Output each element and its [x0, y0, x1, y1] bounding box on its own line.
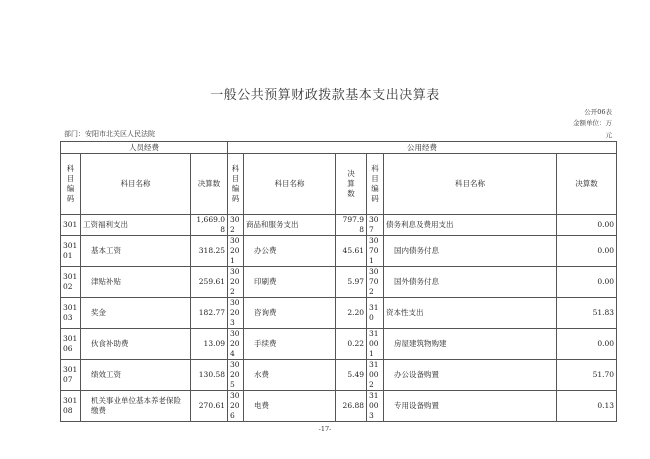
- code-cell: 30102: [61, 267, 81, 298]
- code-cell: 31001: [367, 329, 384, 360]
- amount-cell: 0.00: [557, 215, 617, 236]
- header-amount-1: 决算数: [191, 154, 228, 215]
- page-number: -17-: [318, 425, 332, 433]
- code-cell: 31002: [367, 360, 384, 391]
- name-cell: 机关事业单位基本养老保险缴费: [81, 391, 191, 422]
- group-personnel: 人员经费: [61, 142, 228, 154]
- name-cell: 债务利息及费用支出: [384, 215, 557, 236]
- header-code-1: 科目编码: [61, 154, 81, 215]
- name-cell: 水费: [244, 360, 336, 391]
- amount-cell: 0.22: [336, 329, 367, 360]
- code-cell: 30203: [228, 298, 244, 329]
- name-cell: 手续费: [244, 329, 336, 360]
- department-label: 部门：安阳市北关区人民法院: [64, 130, 155, 138]
- name-cell: 伙食补助费: [81, 329, 191, 360]
- amount-cell: 318.25: [191, 236, 228, 267]
- name-cell: 工资福利支出: [81, 215, 191, 236]
- amount-cell: 13.09: [191, 329, 228, 360]
- header-amount-3: 决算数: [557, 154, 617, 215]
- code-cell: 302: [228, 215, 244, 236]
- amount-cell: 182.77: [191, 298, 228, 329]
- header-code-3: 科目编码: [367, 154, 384, 215]
- amount-cell: 270.61: [191, 391, 228, 422]
- amount-cell: 26.88: [336, 391, 367, 422]
- code-cell: 310: [367, 298, 384, 329]
- table-row: [61, 267, 617, 298]
- name-cell: 基本工资: [81, 236, 191, 267]
- amount-unit-label: 金额单位：万: [573, 119, 612, 127]
- name-cell: 商品和服务支出: [244, 215, 336, 236]
- name-cell: 办公设备购置: [384, 360, 557, 391]
- code-cell: 30108: [61, 391, 81, 422]
- amount-cell: 5.49: [336, 360, 367, 391]
- amount-cell: 0.00: [557, 329, 617, 360]
- amount-cell: 130.58: [191, 360, 228, 391]
- amount-unit-suffix: 元: [605, 131, 612, 139]
- code-cell: 30205: [228, 360, 244, 391]
- amount-cell: 0.13: [557, 391, 617, 422]
- name-cell: 电费: [244, 391, 336, 422]
- name-cell: 资本性支出: [384, 298, 557, 329]
- group-header-row: [61, 142, 617, 154]
- amount-cell: 1,669.08: [191, 215, 228, 236]
- header-name-3: 科目名称: [384, 154, 557, 215]
- code-cell: 30702: [367, 267, 384, 298]
- code-cell: 30204: [228, 329, 244, 360]
- code-cell: 30103: [61, 298, 81, 329]
- amount-cell: 45.61: [336, 236, 367, 267]
- name-cell: 印刷费: [244, 267, 336, 298]
- code-cell: 30106: [61, 329, 81, 360]
- table-row: [61, 215, 617, 236]
- name-cell: 专用设备购置: [384, 391, 557, 422]
- code-cell: 30701: [367, 236, 384, 267]
- group-public: 公用经费: [228, 142, 617, 154]
- name-cell: 国内债务付息: [384, 236, 557, 267]
- code-cell: 30202: [228, 267, 244, 298]
- table-row: [61, 391, 617, 422]
- header-amount-2: 决算数: [336, 154, 367, 215]
- budget-table: [60, 141, 617, 422]
- header-name-2: 科目名称: [244, 154, 336, 215]
- header-code-2: 科目编码: [228, 154, 244, 215]
- table-row: [61, 298, 617, 329]
- name-cell: 房屋建筑物购建: [384, 329, 557, 360]
- amount-cell: 0.00: [557, 267, 617, 298]
- amount-cell: 0.00: [557, 236, 617, 267]
- header-name-1: 科目名称: [81, 154, 191, 215]
- table-row: [61, 360, 617, 391]
- name-cell: 咨询费: [244, 298, 336, 329]
- table-row: [61, 236, 617, 267]
- name-cell: 绩效工资: [81, 360, 191, 391]
- name-cell: 津贴补贴: [81, 267, 191, 298]
- form-number: 公开06表: [584, 108, 612, 116]
- name-cell: 奖金: [81, 298, 191, 329]
- amount-cell: 2.20: [336, 298, 367, 329]
- code-cell: 30101: [61, 236, 81, 267]
- amount-cell: 51.70: [557, 360, 617, 391]
- code-cell: 307: [367, 215, 384, 236]
- code-cell: 30201: [228, 236, 244, 267]
- amount-cell: 259.61: [191, 267, 228, 298]
- amount-cell: 5.97: [336, 267, 367, 298]
- code-cell: 30107: [61, 360, 81, 391]
- code-cell: 30206: [228, 391, 244, 422]
- name-cell: 国外债务付息: [384, 267, 557, 298]
- code-cell: 31003: [367, 391, 384, 422]
- page-title: 一般公共预算财政拨款基本支出决算表: [210, 88, 440, 103]
- amount-cell: 797.98: [336, 215, 367, 236]
- name-cell: 办公费: [244, 236, 336, 267]
- column-header-row: [61, 154, 617, 215]
- code-cell: 301: [61, 215, 81, 236]
- amount-cell: 51.83: [557, 298, 617, 329]
- table-row: [61, 329, 617, 360]
